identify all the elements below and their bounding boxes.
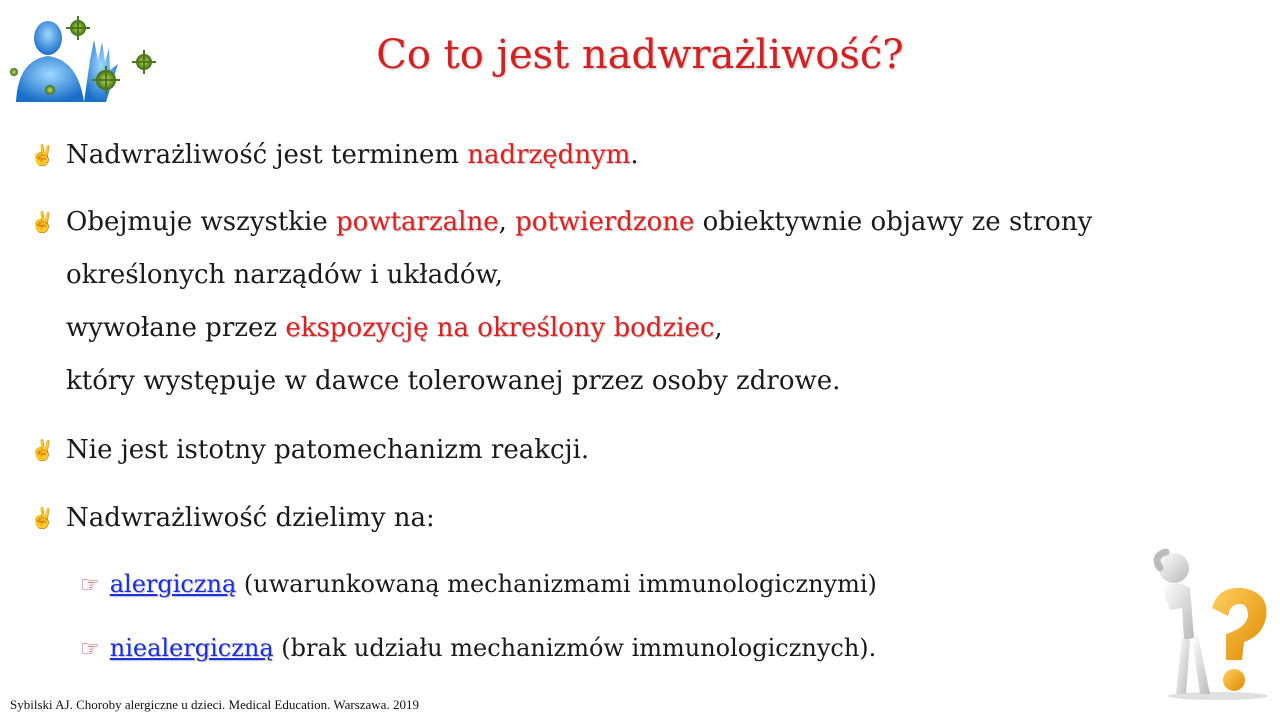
victory-hand-icon: ✌ <box>30 506 55 530</box>
victory-hand-icon: ✌ <box>30 143 55 167</box>
emphasis-nadrzednym: nadrzędnym <box>467 140 631 170</box>
link-alergiczna[interactable]: alergiczną <box>109 570 237 598</box>
sub-bullet-1-text: (uwarunkowaną mechanizmami immunologicznymi) <box>236 570 877 598</box>
bullet-2-line-3 <box>66 302 1092 355</box>
emphasis-ekspozycje: ekspozycję na określony bodziec <box>285 313 715 343</box>
source-citation: Sybilski AJ. Choroby alergiczne u dzieci. Medical Education. Warszawa. 2019 <box>10 697 419 712</box>
bullet-2-line-4: który występuje w dawce tolerowanej przez osoby zdrowe. <box>66 366 841 396</box>
sub-bullet-2 <box>80 634 876 662</box>
bullet-2-text <box>66 196 1092 408</box>
pointing-hand-icon: ☞ <box>80 637 100 662</box>
thinking-figure-question-mark-icon <box>1148 548 1274 700</box>
slide-title: Co to jest nadwrażliwość? <box>376 32 904 78</box>
sub-bullet-1 <box>80 570 877 598</box>
bullet-2-line-1 <box>66 196 1092 249</box>
emphasis-powtarzalne: powtarzalne <box>336 207 499 237</box>
link-niealergiczna[interactable]: niealergiczną <box>109 634 274 662</box>
victory-hand-icon: ✌ <box>30 438 55 462</box>
bullet-2-part: obiektywnie objawy ze strony <box>694 207 1093 237</box>
bullet-2-sep: , <box>498 207 516 237</box>
bullet-1-part: Nadwrażliwość jest terminem <box>66 140 468 170</box>
bullet-2-part: wywołane przez <box>66 313 286 343</box>
sub-bullet-2-text: (brak udziału mechanizmów immunologicznych). <box>273 634 877 662</box>
emphasis-potwierdzone: potwierdzone <box>515 207 695 237</box>
bullet-1-text <box>66 129 639 182</box>
bullet-2-part: Obejmuje wszystkie <box>66 207 337 237</box>
bullet-2-sep: , <box>714 313 723 343</box>
pointing-hand-icon: ☞ <box>80 573 100 598</box>
victory-hand-icon: ✌ <box>30 210 55 234</box>
bullet-2-line-2: określonych narządów i układów, <box>66 260 503 290</box>
bullet-1-end: . <box>630 140 639 170</box>
bullet-4-text: Nadwrażliwość dzielimy na: <box>66 503 435 533</box>
bullet-3-text: Nie jest istotny patomechanizm reakcji. <box>66 435 590 465</box>
